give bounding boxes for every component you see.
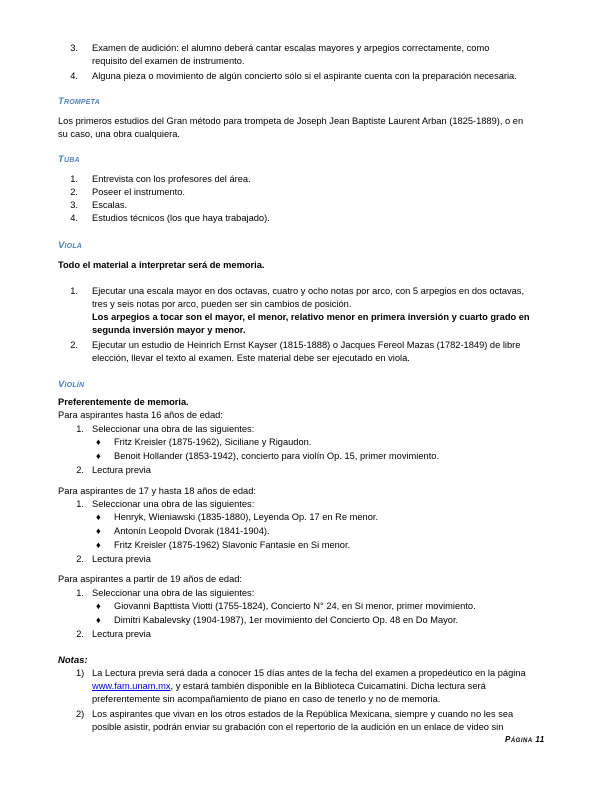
note-text: posible asistir, podrán enviar su grabación con el repertorio de la audición en un enlace de video sin: [92, 722, 504, 732]
bullet-text: Benoit Hollander (1853-1942), concierto para violín Op. 15, primer movimiento.: [114, 451, 440, 461]
bullet-diamond-icon: ♦: [96, 512, 101, 522]
bullet-diamond-icon: ♦: [96, 540, 101, 550]
bullet-diamond-icon: ♦: [96, 451, 101, 461]
list-number: 2.: [70, 340, 78, 350]
list-number: 1.: [70, 174, 78, 184]
bullet-diamond-icon: ♦: [96, 437, 101, 447]
note-text: preferentemente sin acompañamiento de piano en caso de tenerlo y no de memoria.: [92, 694, 441, 704]
paragraph: Los primeros estudios del Gran método para trompeta de Joseph Jean Baptiste Laurent Arban (1825-1889), o en: [58, 116, 524, 126]
note-number: 1): [76, 668, 85, 678]
bullet-diamond-icon: ♦: [96, 615, 101, 625]
viola-intro: Todo el material a interpretar será de memoria.: [58, 260, 265, 270]
list-number: 2.: [76, 554, 84, 564]
bullet-text: Fritz Kreisler (1875-1962) Slavonic Fantasie en Si menor.: [114, 540, 351, 550]
list-number: 3.: [70, 200, 78, 210]
fam-unam-link[interactable]: www.fam.unam.mx: [92, 681, 171, 691]
list-number: 2.: [70, 187, 78, 197]
list-item-text: Lectura previa: [92, 465, 151, 475]
list-number: 2.: [76, 629, 84, 639]
list-item-text: Examen de audición: el alumno deberá cantar escalas mayores y arpegios correctamente, como: [92, 43, 490, 53]
bullet-text: Dimitri Kabalevsky (1904-1987), 1er movimiento del Concierto Op. 48 en Do Mayor.: [114, 615, 459, 625]
list-number: 2.: [76, 465, 84, 475]
bullet-text: Antonín Leopold Dvorak (1841-1904).: [114, 526, 270, 536]
section-heading-tuba: Tuba: [58, 154, 80, 165]
bullet-text: Giovanni Bapttista Viotti (1755-1824), Concierto N° 24, en Si menor, primer movimiento.: [114, 601, 476, 611]
note-text: La Lectura previa será dada a conocer 15 días antes de la fecha del examen a propedéutico en la página: [92, 668, 526, 678]
list-item-text: tres y seis notas por arco, pueden ser sin cambios de posición.: [92, 299, 352, 309]
section-heading-viola: Viola: [58, 240, 83, 251]
list-number: 1.: [76, 588, 84, 598]
list-item-text: Poseer el instrumento.: [92, 187, 186, 197]
bullet-diamond-icon: ♦: [96, 601, 101, 611]
list-item-text: Lectura previa: [92, 554, 151, 564]
bullet-diamond-icon: ♦: [96, 526, 101, 536]
list-item-text: Ejecutar una escala mayor en dos octavas, cuatro y ocho notas por arco, con 5 arpegios en dos octavas,: [92, 286, 525, 296]
list-number: 1.: [70, 286, 78, 296]
section-heading-violin: Violín: [58, 379, 85, 390]
note-text: Los aspirantes que vivan en los otros estados de la República Mexicana, siempre y cuando no les sea: [92, 709, 514, 719]
paragraph: su caso, una obra cualquiera.: [58, 129, 180, 139]
section-heading-trompeta: Trompeta: [58, 96, 100, 107]
group-title: Para aspirantes de 17 y hasta 18 años de edad:: [58, 486, 256, 496]
list-item-text: Lectura previa: [92, 629, 151, 639]
list-item-text: Seleccionar una obra de las siguientes:: [92, 588, 255, 598]
list-item-text: requisito del examen de instrumento.: [92, 56, 245, 66]
list-item-text: Seleccionar una obra de las siguientes:: [92, 499, 255, 509]
page-number: Página 11: [505, 735, 545, 744]
list-item-text: elección, llevar el texto al examen. Este material debe ser ejecutado en viola.: [92, 353, 410, 363]
note-number: 2): [76, 709, 85, 719]
notes-heading: Notas:: [58, 655, 88, 666]
list-item-text: Estudios técnicos (los que haya trabajado).: [92, 213, 270, 223]
list-item-text: Alguna pieza o movimiento de algún concierto sólo si el aspirante cuenta con la preparación necesaria.: [92, 71, 517, 81]
list-number: 4.: [70, 213, 78, 223]
list-item-text: Entrevista con los profesores del área.: [92, 174, 251, 184]
list-item-text: Seleccionar una obra de las siguientes:: [92, 424, 255, 434]
note-text: www.fam.unam.mx, y estará también disponible en la Biblioteca Cuicamatini. Dicha lectura será: [92, 681, 486, 691]
list-item-text: segunda inversión mayor y menor.: [92, 325, 246, 335]
group-title: Para aspirantes hasta 16 años de edad:: [58, 410, 223, 420]
list-number: 1.: [76, 424, 84, 434]
list-item-text: Los arpegios a tocar son el mayor, el menor, relativo menor en primera inversión y cuarto grado en: [92, 312, 530, 322]
group-title: Para aspirantes a partir de 19 años de edad:: [58, 574, 242, 584]
violin-preferente: Preferentemente de memoria.: [58, 397, 189, 407]
bullet-text: Fritz Kreisler (1875-1962), Siciliane y Rigaudon.: [114, 437, 312, 447]
list-item-text: Escalas.: [92, 200, 128, 210]
list-number: 3.: [70, 43, 78, 53]
list-number: 1.: [76, 499, 84, 509]
list-number: 4.: [70, 71, 78, 81]
bullet-text: Henryk, Wieniawski (1835-1880), Leyenda Op. 17 en Re menor.: [114, 512, 379, 522]
list-item-text: Ejecutar un estudio de Heinrich Ernst Kayser (1815-1888) o Jacques Fereol Mazas (1782-1849) de libre: [92, 340, 521, 350]
